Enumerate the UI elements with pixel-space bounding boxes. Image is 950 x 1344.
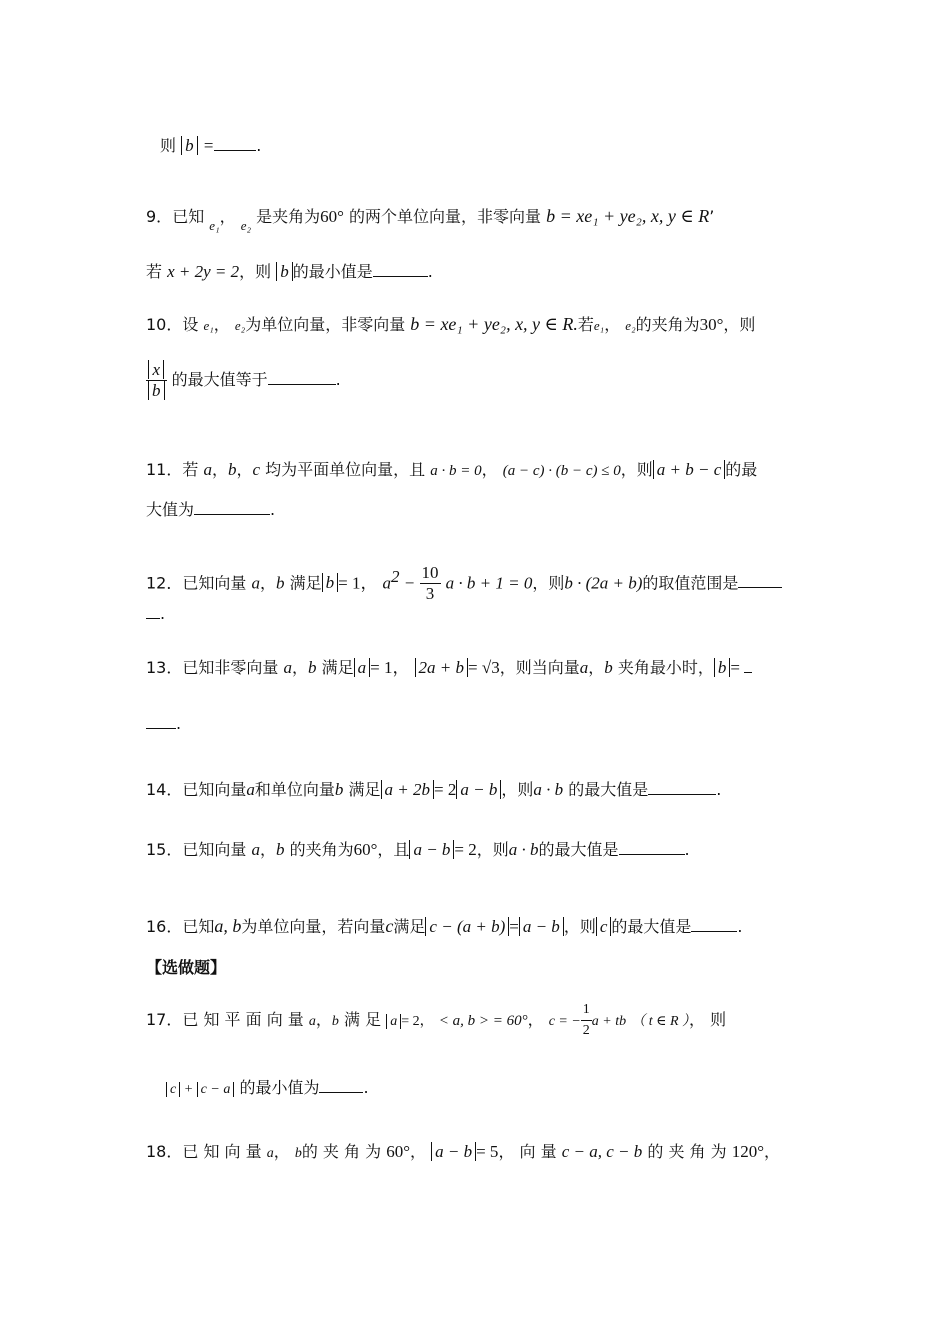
q8-tail: 则 b = . xyxy=(160,136,262,155)
section-heading: 【选做题】 xyxy=(146,958,227,977)
answer-blank xyxy=(268,368,336,385)
answer-blank xyxy=(373,260,428,277)
answer-blank xyxy=(319,1076,363,1093)
answer-blank xyxy=(648,778,716,795)
abs-b: b xyxy=(181,136,198,155)
question-9-line-1: 9．已知 $_{e_1}$， $_{e_2}$ 是夹角为60° 的两个单位向量，非零向量 b = xe₁ + ye₂, x, y ∈ R’ xyxy=(146,206,715,233)
question-12-line-1: 12．已知向量 a，b 满足 b = 1， $a^2$ − $\frac{10}{3}$ a · b + 1 = 0，则b · (2a + b)的取值范围是 xyxy=(146,552,850,608)
question-16: 16．已知a, b为单位向量，若向量c满足 c − (a + b) = a − b ，则 c 的最大值是 . xyxy=(146,916,743,936)
question-15: 15．已知向量 a，b 的夹角为60°，且 a − b = 2，则a · b的最大值是 . xyxy=(146,840,690,859)
question-12-line-2: . xyxy=(146,602,850,626)
question-10-line-2: $\frac{x}{b}$ 的最大值等于 . xyxy=(146,350,850,410)
question-18: 18．已 知 向 量 a， b的 夹 角 为 60°， a − b = 5， 向 量 c − a, c − b 的 夹 角 为 120°， xyxy=(146,1142,781,1161)
answer-blank-cont xyxy=(146,602,160,619)
answer-blank-cont xyxy=(146,712,176,729)
answer-blank xyxy=(619,838,685,855)
question-13-line-2: . xyxy=(146,712,850,736)
vector-expression: b = xe₁ + ye₂, x, y ∈ R. xyxy=(410,314,578,334)
question-10-line-1: 10．设 e₁， e₂为单位向量，非零向量 b = xe₁ + ye₂, x, y ∈ R.若e₁， e₂的夹角为30°，则 xyxy=(146,314,756,334)
question-14: 14．已知向量a和单位向量b 满足 a + 2b = 2 a − b ，则a · b 的最大值是 . xyxy=(146,780,722,799)
question-11-line-1: 11．若 a，b，c 均为平面单位向量，且 a · b = 0， (a − c) · (b − c) ≤ 0，则 a + b − c 的最 xyxy=(146,460,758,479)
answer-blank xyxy=(738,571,782,588)
fraction: $\frac{1}{2}$ xyxy=(582,1002,590,1038)
fraction: $\frac{10}{3}$ xyxy=(421,563,439,604)
answer-blank xyxy=(214,134,256,151)
answer-blank xyxy=(691,915,737,932)
question-17-line-2: c + c − a 的最小值为 . xyxy=(166,1076,850,1102)
question-17-line-1: 17．已 知 平 面 向 量 a，b 满 足 a = 2， < a, b > = 60°， c = − $\frac{1}{2}$ a + tb （ t ∈ R ）， 则 xyxy=(146,996,850,1046)
vector-expression: b = xe₁ + ye₂, x, y ∈ R xyxy=(546,206,710,226)
question-9-line-2: 若 x + 2y = 2，则 b 的最小值是 . xyxy=(146,262,433,281)
question-13-line-1: 13．已知非零向量 a，b 满足 a = 1， 2a + b = √3，则当向量a，b 夹角最小时， b = xyxy=(146,656,850,680)
fraction: $\frac{x}{b}$ xyxy=(146,360,167,401)
answer-blank xyxy=(744,656,752,673)
answer-blank xyxy=(194,498,270,515)
question-11-line-2: 大值为 . xyxy=(146,500,276,519)
